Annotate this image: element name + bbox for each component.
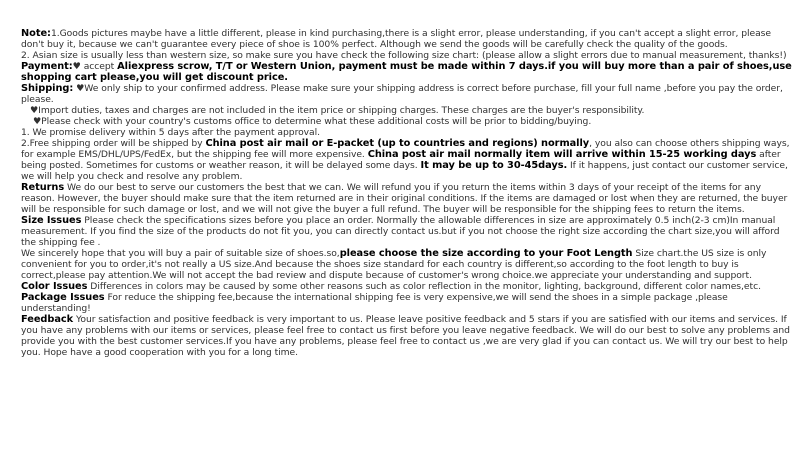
shipping-label: Shipping: (21, 83, 74, 94)
size-text-2 (21, 248, 794, 281)
shipping-text-2: ♥Import duties, taxes and charges are not included in the item price or shipping charges. These charges are the buyer's responsibility. (30, 105, 645, 116)
size-2b: please choose the size according to your Foot Length (339, 248, 633, 259)
shipping-5f: It may be up to 30-45days. (420, 160, 568, 171)
note-text-2: 2. Asian size is usually less than western size, so make sure you have check the following size chart: (please allow a slight errors due to manual measurement, thanks!) (21, 50, 787, 61)
size-text-1: Please check the specifications sizes before you place an order. Normally the allowable differences in size are approximately 0.5 inch(2-3 cm)In manual measurement. If you find the size of the products do not fit you, you can directly contact us.but if you not choose the right size according the chart size,you will afford the shipping fee . (21, 215, 780, 248)
size-section (21, 215, 794, 248)
returns-label: Returns (21, 182, 65, 193)
shipping-text-3: ♥Please check with your country's customs office to determine what these additional costs will be prior to bidding/buying. (33, 116, 592, 127)
shipping-5d: China post air mail normally item will arrive within 15-25 working days (367, 149, 757, 160)
payment-section (21, 61, 794, 83)
shipping-5g: If it happens, just contact our customer service, we will help you check and resolve any problem. (21, 160, 788, 182)
returns-section (21, 182, 794, 215)
color-text: Differences in colors may be caused by some other reasons such as color reflection in the monitor, lighting, background, different color names,etc. (87, 281, 761, 292)
package-section (21, 292, 794, 314)
shipping-5e: after being posted. Sometimes for customs or weather reason, it will be delayed some days. (21, 149, 781, 171)
package-label: Package Issues (21, 292, 105, 303)
shipping-5b: China post air mail or E-packet (up to countries and regions) normally (205, 138, 590, 149)
feedback-text: Your satisfaction and positive feedback is very important to us. Please leave positive feedback and 5 stars if you are satisfied with our items and services. If you have any problems with our items or services, please feel free to contact us first before you leave negative feedback. We will do our best to solve any problems and provide you with the best customer services.If you have any problems, please feel free to contact us ,we are very glad if you can contact us. We will try our best to help you. Hope have a good cooperation with you for a long time. (21, 314, 790, 358)
shipping-text-5 (21, 138, 794, 182)
feedback-label: Feedback (21, 314, 74, 325)
shipping-5a: 2.Free shipping order will be shipped by (21, 138, 206, 149)
payment-terms: Aliexpress scrow, T/T or Western Union, payment must be made within 7 days.if you will buy more than a pair of shoes,use shopping cart please,you will get discount price. (21, 61, 792, 83)
shipping-5c: , you also can choose others shipping ways, for example EMS/DHL/UPS/FedEx, but the shipping fee will more expensive. (21, 138, 790, 160)
payment-text: ♥ accept (72, 61, 118, 72)
shipping-section (21, 83, 794, 105)
feedback-section (21, 314, 794, 358)
size-label: Size Issues (21, 215, 82, 226)
package-text: For reduce the shipping fee,because the international shipping fee is very expensive,we will send the shoes in a simple package ,please understanding! (21, 292, 728, 314)
shipping-text-1: ♥We only ship to your confirmed address. Please make sure your shipping address is correct before purchase, fill your full name ,before you pay the order, please. (21, 83, 783, 105)
note-text-1: 1.Goods pictures maybe have a little different, please in kind purchasing,there is a slight error, please understanding, if you can't accept a slight error, please don't buy it, because we can't guarantee every piece of shoe is 100% perfect. Although we send the goods will be carefully check the quality of the goods. (21, 28, 771, 50)
returns-text: We do our best to serve our customers the best that we can. We will refund you if you return the items within 3 days of your receipt of the items for any reason. However, the buyer should make sure that the item returned are in their original conditions. If the items are damaged or lost when they are returned, the buyer will be responsible for such damage or lost, and we will not give the buyer a full refund. The buyer will be responsible for the shipping fees to return the items. (21, 182, 788, 215)
size-2a: We sincerely hope that you will buy a pair of suitable size of shoes.so, (21, 248, 340, 259)
payment-label: Payment: (21, 61, 73, 72)
color-label: Color Issues (21, 281, 88, 292)
note-section (21, 28, 794, 50)
note-label: Note: (21, 28, 51, 39)
shipping-text-4: 1. We promise delivery within 5 days after the payment approval. (21, 127, 320, 138)
size-2c: Size chart.the US size is only convenient for you to order,it's not really a US size.And because the shoes size standard for each country is different,so according to the foot length to buy is correct,please pay attention.We will not accept the bad review and dispute because of customer's wrong choice.we appreciate your understanding and support. (21, 248, 767, 281)
color-section (21, 281, 794, 292)
